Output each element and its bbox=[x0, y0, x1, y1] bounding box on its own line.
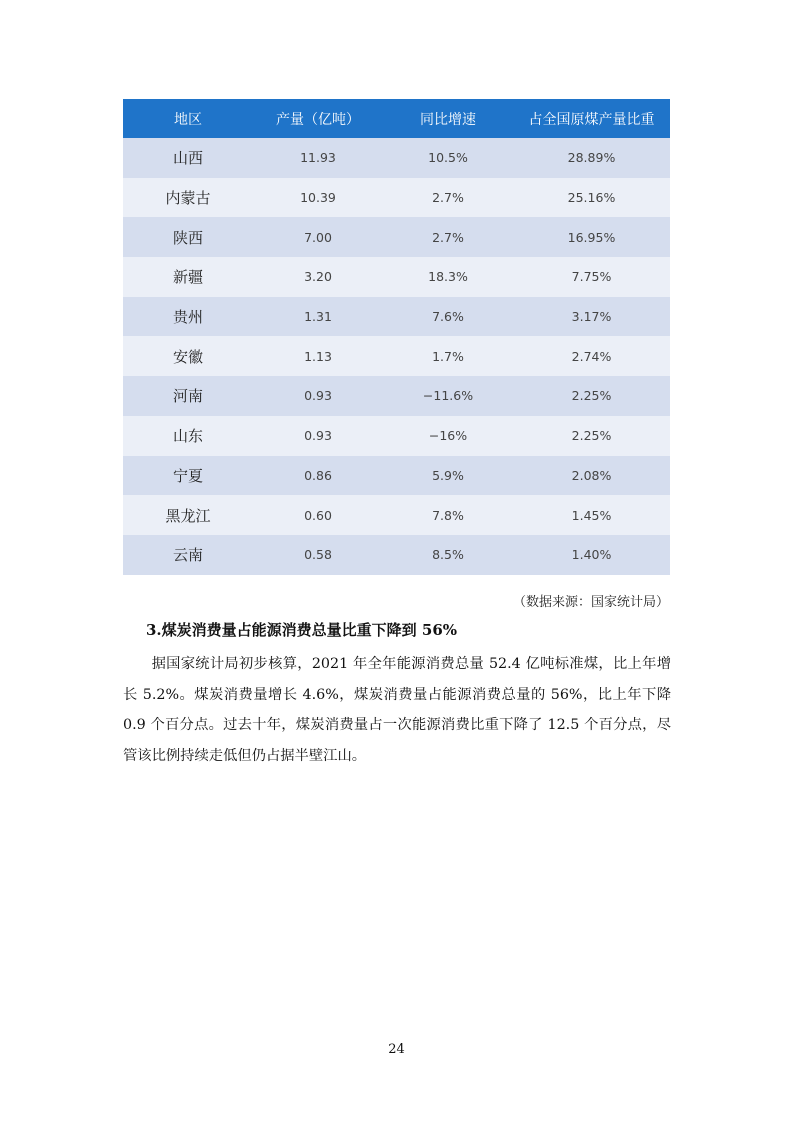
cell-output: 0.58 bbox=[253, 535, 383, 575]
header-region: 地区 bbox=[123, 99, 253, 138]
cell-region: 河南 bbox=[123, 376, 253, 416]
cell-growth: 7.8% bbox=[383, 495, 513, 535]
table-row bbox=[123, 416, 670, 456]
cell-region: 山东 bbox=[123, 416, 253, 456]
cell-region: 山西 bbox=[123, 138, 253, 178]
table-row bbox=[123, 376, 670, 416]
coal-production-table bbox=[123, 99, 670, 575]
cell-region: 新疆 bbox=[123, 257, 253, 297]
cell-share: 25.16% bbox=[513, 178, 670, 218]
table-row bbox=[123, 138, 670, 178]
cell-growth: 8.5% bbox=[383, 535, 513, 575]
table-row bbox=[123, 297, 670, 337]
table-row bbox=[123, 257, 670, 297]
cell-region: 宁夏 bbox=[123, 456, 253, 496]
cell-share: 7.75% bbox=[513, 257, 670, 297]
table-row bbox=[123, 336, 670, 376]
cell-share: 1.40% bbox=[513, 535, 670, 575]
page-number: 24 bbox=[388, 1042, 405, 1057]
cell-share: 3.17% bbox=[513, 297, 670, 337]
table-row bbox=[123, 535, 670, 575]
data-source-note: （数据来源：国家统计局） bbox=[512, 595, 669, 610]
cell-share: 2.25% bbox=[513, 416, 670, 456]
body-paragraph: 据国家统计局初步核算，2021 年全年能源消费总量 52.4 亿吨标准煤，比上年增长 5.2%。煤炭消费量增长 4.6%，煤炭消费量占能源消费总量的 56%，比上年下降 0.9 个百分点。过去十年，煤炭消费量占一次能源消费比重下降了 12.5 个百分点，尽管该比例持续走低但仍占据半壁江山。 bbox=[123, 656, 671, 764]
table-row bbox=[123, 217, 670, 257]
cell-region: 贵州 bbox=[123, 297, 253, 337]
cell-growth: 1.7% bbox=[383, 336, 513, 376]
cell-output: 11.93 bbox=[253, 138, 383, 178]
header-growth: 同比增速 bbox=[383, 99, 513, 138]
table-row bbox=[123, 456, 670, 496]
cell-region: 黑龙江 bbox=[123, 495, 253, 535]
cell-growth: 5.9% bbox=[383, 456, 513, 496]
cell-output: 0.86 bbox=[253, 456, 383, 496]
table-header-row bbox=[123, 99, 670, 138]
cell-growth: 2.7% bbox=[383, 178, 513, 218]
cell-output: 3.20 bbox=[253, 257, 383, 297]
cell-growth: −16% bbox=[383, 416, 513, 456]
cell-output: 1.31 bbox=[253, 297, 383, 337]
cell-output: 0.93 bbox=[253, 416, 383, 456]
cell-share: 16.95% bbox=[513, 217, 670, 257]
table-row bbox=[123, 178, 670, 218]
cell-growth: −11.6% bbox=[383, 376, 513, 416]
header-output: 产量（亿吨） bbox=[253, 99, 383, 138]
cell-share: 28.89% bbox=[513, 138, 670, 178]
cell-growth: 2.7% bbox=[383, 217, 513, 257]
header-share: 占全国原煤产量比重 bbox=[513, 99, 670, 138]
cell-output: 0.93 bbox=[253, 376, 383, 416]
cell-region: 内蒙古 bbox=[123, 178, 253, 218]
coal-production-table-container bbox=[123, 99, 670, 575]
table-row bbox=[123, 495, 670, 535]
cell-growth: 10.5% bbox=[383, 138, 513, 178]
section-heading: 3.煤炭消费量占能源消费总量比重下降到 56% bbox=[146, 621, 458, 639]
cell-output: 10.39 bbox=[253, 178, 383, 218]
cell-growth: 18.3% bbox=[383, 257, 513, 297]
cell-output: 7.00 bbox=[253, 217, 383, 257]
cell-output: 1.13 bbox=[253, 336, 383, 376]
cell-output: 0.60 bbox=[253, 495, 383, 535]
cell-region: 云南 bbox=[123, 535, 253, 575]
cell-region: 陕西 bbox=[123, 217, 253, 257]
cell-region: 安徽 bbox=[123, 336, 253, 376]
cell-growth: 7.6% bbox=[383, 297, 513, 337]
cell-share: 2.08% bbox=[513, 456, 670, 496]
cell-share: 2.25% bbox=[513, 376, 670, 416]
cell-share: 2.74% bbox=[513, 336, 670, 376]
cell-share: 1.45% bbox=[513, 495, 670, 535]
